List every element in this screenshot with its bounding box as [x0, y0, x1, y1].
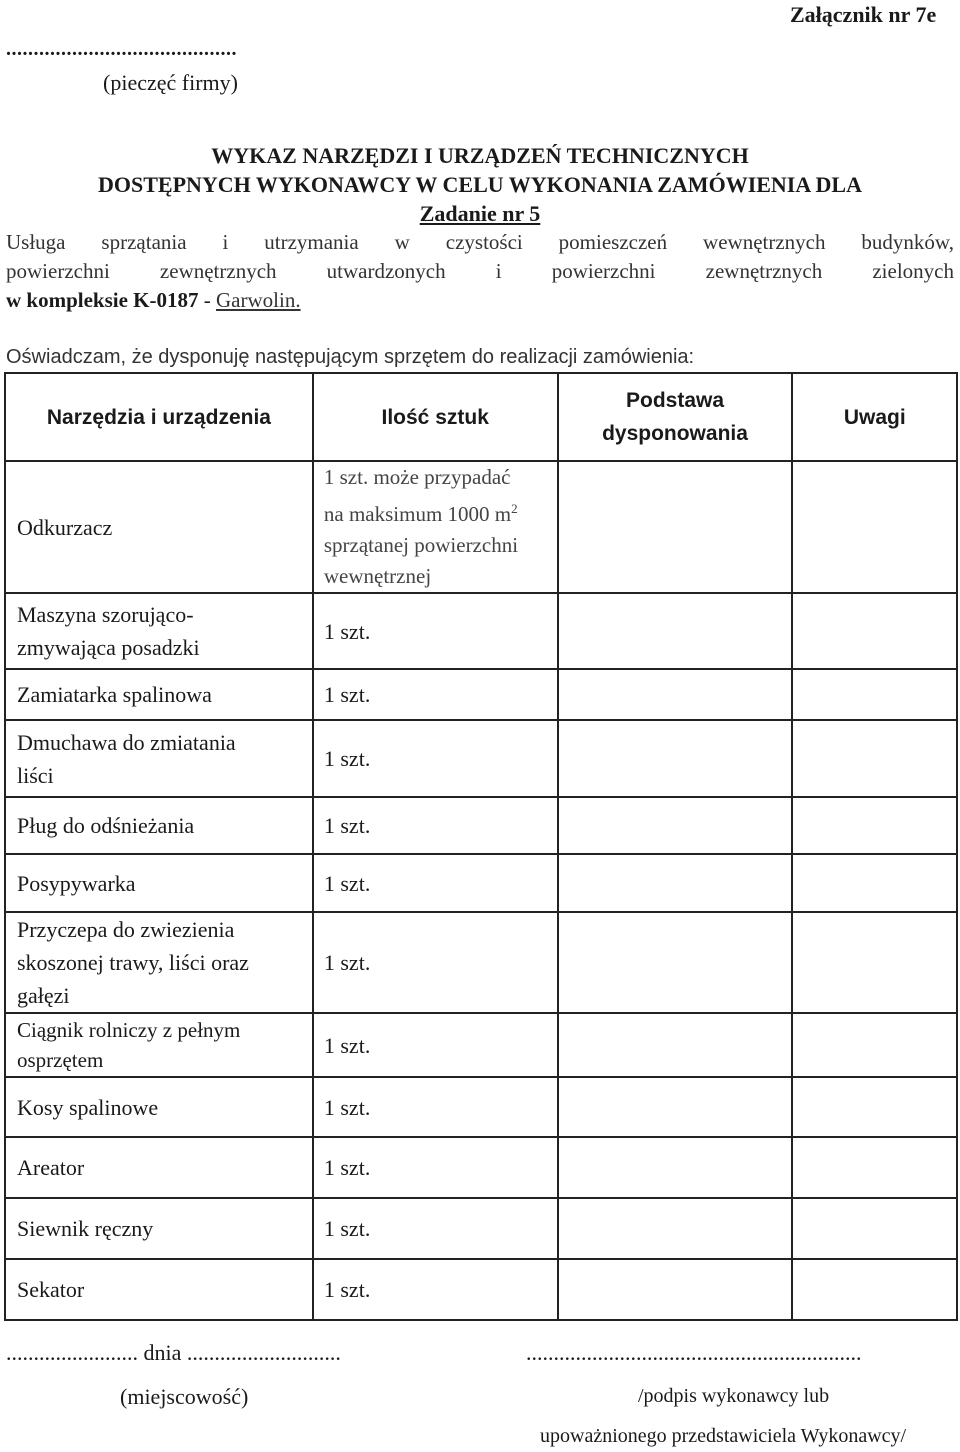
- tool-name: Odkurzacz: [17, 514, 113, 540]
- tool-name-line: Maszyna szorująco-: [17, 602, 194, 627]
- vacuum-note: [324, 462, 557, 592]
- basis-cell[interactable]: [558, 1077, 793, 1137]
- table-row: [5, 461, 957, 593]
- signature-dots[interactable]: .............................................................: [526, 1340, 862, 1365]
- stamp-dots: ..........................................: [6, 38, 237, 60]
- tool-cell: [5, 854, 313, 912]
- basis-cell[interactable]: [558, 1259, 793, 1320]
- table-row: [5, 593, 957, 669]
- remarks-cell[interactable]: [792, 1259, 957, 1320]
- description-line-1: Usługa sprzątania i utrzymania w czystości pomieszczeń wewnętrznych budynków,: [6, 230, 954, 254]
- table-row: [5, 720, 957, 797]
- basis-cell[interactable]: [558, 720, 793, 797]
- basis-cell[interactable]: [558, 1198, 793, 1259]
- basis-cell[interactable]: [558, 461, 793, 593]
- tool-cell: [5, 461, 313, 593]
- vacuum-note-exponent: 2: [511, 501, 518, 516]
- header-tools: Narzędzia i urządzenia: [5, 373, 313, 461]
- table-row: [5, 1137, 957, 1198]
- quantity-cell: 1 szt.: [313, 669, 558, 720]
- tool-cell: [5, 720, 313, 797]
- remarks-cell[interactable]: [792, 720, 957, 797]
- table-row: [5, 797, 957, 854]
- tool-name-line: Przyczepa do zwiezienia: [17, 917, 235, 942]
- table-row: [5, 912, 957, 1013]
- header-basis-line-2: dysponowania: [602, 422, 748, 445]
- description-line-3: [6, 288, 301, 313]
- tool-name: Kosy spalinowe: [17, 1094, 159, 1120]
- description-line-2: powierzchni zewnętrznych utwardzonych i powierzchni zewnętrznych zielonych: [6, 259, 954, 283]
- tool-cell: [5, 593, 313, 669]
- tool-cell: [5, 912, 313, 1013]
- table-row: [5, 854, 957, 912]
- quantity-cell: 1 szt.: [313, 1013, 558, 1077]
- remarks-cell[interactable]: [792, 593, 957, 669]
- title-line-1: WYKAZ NARZĘDZI I URZĄDZEŃ TECHNICZNYCH: [211, 143, 749, 168]
- tool-name-line: liści: [17, 762, 54, 788]
- tool-name-line: zmywająca posadzki: [17, 635, 200, 660]
- tool-cell: [5, 1013, 313, 1077]
- basis-cell[interactable]: [558, 797, 793, 854]
- quantity-cell: 1 szt.: [313, 593, 558, 669]
- quantity-cell: 1 szt.: [313, 854, 558, 912]
- equipment-table: [4, 372, 958, 1321]
- table-row: [5, 1077, 957, 1137]
- quantity-cell: [313, 461, 558, 593]
- quantity-cell: 1 szt.: [313, 1259, 558, 1320]
- task-number: Zadanie nr 5: [419, 201, 541, 226]
- statement: Oświadczam, że dysponuję następującym sprzętem do realizacji zamówienia:: [6, 346, 695, 368]
- table-row: [5, 669, 957, 720]
- tool-cell: [5, 669, 313, 720]
- signature-label-line-1: /podpis wykonawcy lub: [638, 1385, 830, 1407]
- remarks-cell[interactable]: [792, 1137, 957, 1198]
- signature-label-line-2: upoważnionego przedstawiciela Wykonawcy/: [540, 1425, 907, 1447]
- header-basis: [558, 373, 793, 461]
- tool-name: Zamiatarka spalinowa: [17, 682, 212, 707]
- remarks-cell[interactable]: [792, 1198, 957, 1259]
- tool-name: Posypywarka: [17, 870, 136, 896]
- quantity-cell: 1 szt.: [313, 797, 558, 854]
- tool-name: Sekator: [17, 1277, 85, 1302]
- place-date-line[interactable]: ........................ dnia ............................: [6, 1340, 341, 1365]
- place-name: Garwolin.: [216, 288, 301, 312]
- header-basis-line-1: Podstawa: [625, 389, 725, 412]
- basis-cell[interactable]: [558, 1013, 793, 1077]
- quantity-cell: 1 szt.: [313, 1198, 558, 1259]
- table-row: [5, 1013, 957, 1077]
- separator: -: [198, 288, 217, 312]
- tool-cell: [5, 1198, 313, 1259]
- table-row: [5, 1198, 957, 1259]
- header-remarks: Uwagi: [792, 373, 957, 461]
- quantity-cell: 1 szt.: [313, 912, 558, 1013]
- place-label: (miejscowość): [120, 1384, 249, 1409]
- remarks-cell[interactable]: [792, 912, 957, 1013]
- complex-name: w kompleksie K-0187: [6, 288, 199, 312]
- remarks-cell[interactable]: [792, 1077, 957, 1137]
- remarks-cell[interactable]: [792, 854, 957, 912]
- header-quantity: Ilość sztuk: [313, 373, 558, 461]
- table-row: [5, 1259, 957, 1320]
- tool-name-line: Dmuchawa do zmiatania: [17, 729, 236, 755]
- vacuum-note-line-1: 1 szt. może przypadać: [323, 465, 511, 489]
- tool-name-line: Ciągnik rolniczy z pełnym: [17, 1018, 241, 1042]
- tool-cell: [5, 797, 313, 854]
- tool-name-line: gałęzi: [17, 983, 70, 1008]
- tool-name-line: osprzętem: [17, 1048, 104, 1072]
- attachment-label: Załącznik nr 7e: [790, 2, 937, 27]
- tool-cell: [5, 1259, 313, 1320]
- remarks-cell[interactable]: [792, 669, 957, 720]
- basis-cell[interactable]: [558, 593, 793, 669]
- tool-cell: [5, 1137, 313, 1198]
- basis-cell[interactable]: [558, 912, 793, 1013]
- tool-name: Siewnik ręczny: [17, 1216, 154, 1241]
- basis-cell[interactable]: [558, 669, 793, 720]
- tool-name: Areator: [17, 1155, 85, 1180]
- table-header-row: [5, 373, 957, 461]
- remarks-cell[interactable]: [792, 797, 957, 854]
- vacuum-note-line-2: [324, 493, 557, 530]
- quantity-cell: 1 szt.: [313, 1137, 558, 1198]
- quantity-cell: 1 szt.: [313, 720, 558, 797]
- basis-cell[interactable]: [558, 854, 793, 912]
- vacuum-note-line-4: wewnętrznej: [323, 564, 432, 588]
- tool-cell: [5, 1077, 313, 1137]
- stamp-label: (pieczęć firmy): [103, 70, 238, 95]
- remarks-cell[interactable]: [792, 1013, 957, 1077]
- vacuum-note-line-3: sprzątanej powierzchni: [323, 533, 519, 557]
- basis-cell[interactable]: [558, 1137, 793, 1198]
- quantity-cell: 1 szt.: [313, 1077, 558, 1137]
- tool-name-line: skoszonej trawy, liści oraz: [17, 950, 249, 975]
- title-line-2: DOSTĘPNYCH WYKONAWCY W CELU WYKONANIA ZAMÓWIENIA DLA: [98, 172, 862, 197]
- remarks-cell[interactable]: [792, 461, 957, 593]
- tool-name: Pług do odśnieżania: [17, 813, 195, 838]
- vacuum-note-area: na maksimum 1000 m: [323, 502, 512, 526]
